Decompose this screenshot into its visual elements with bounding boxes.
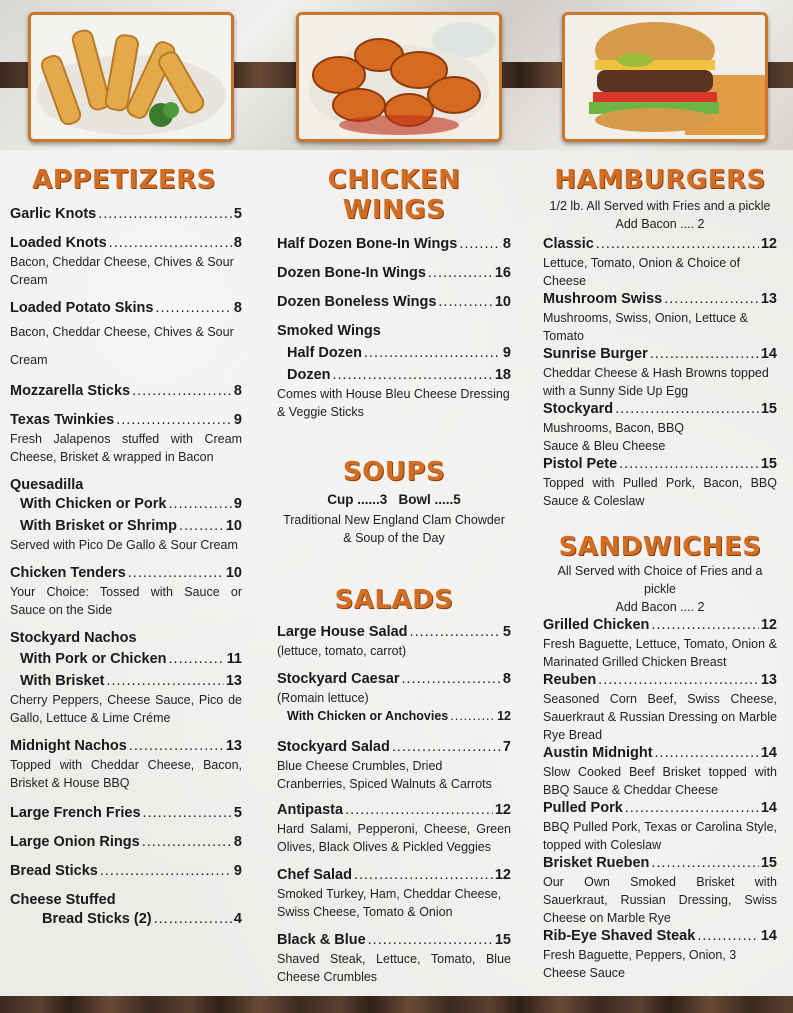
menu-item-garlic-knots [10,205,242,224]
item-description: Mushrooms, Swiss, Onion, Lettuce & Tomato [543,311,748,343]
item-name: Sunrise Burger [543,346,648,362]
item-price: 10 [225,518,242,534]
item-description: BBQ Pulled Pork, Texas or Carolina Style, topped with Coleslaw [543,820,777,852]
item-name: With Chicken or Pork [20,496,167,512]
item-price: 14 [760,346,777,362]
menu-item-large-onion-rings [10,833,242,852]
item-description: Blue Cheese Crumbles, Dried Cranberries, Spiced Walnuts & Carrots [277,759,492,791]
menu-item-midnight-nachos [10,737,242,756]
menu-item-smoked-dozen [277,366,511,385]
item-price: 8 [233,300,242,316]
menu-item-stockyard-salad [277,738,511,757]
menu-item-cheese-stuffed-bread-sticks [10,910,242,929]
item-name: Reuben [543,672,597,688]
middle-column [277,165,511,986]
item-name: Quesadilla [10,477,84,493]
menu-item-quesadilla-brisket-shrimp [10,517,242,536]
wings-title: CHICKEN WINGS [327,165,461,225]
item-price: 9 [233,412,242,428]
item-name: Smoked Wings [277,323,381,339]
hamburger-photo [562,12,768,142]
item-price: 12 [494,802,511,818]
item-name: Austin Midnight [543,745,653,761]
menu-item-caesar-chicken-anchovies [277,707,511,726]
item-description: Topped with Cheddar Cheese, Bacon, Brisket & House BBQ [10,758,242,790]
item-name: Stockyard Caesar [277,671,400,687]
item-description: Fresh Jalapenos stuffed with Cream Cheese, Brisket & wrapped in Bacon [10,432,242,464]
item-description: (Romain lettuce) [277,691,369,705]
item-name: Black & Blue [277,932,366,948]
menu-item-chef-salad [277,866,511,885]
item-description: Slow Cooked Beef Brisket topped with BBQ Sauce & Cheddar Cheese [543,765,777,797]
item-name: Loaded Potato Skins [10,300,154,316]
item-name: Mushroom Swiss [543,291,663,307]
item-price: 12 [760,236,777,252]
soup-sizes [277,491,511,509]
item-price: 12 [494,867,511,883]
appetizers-section [10,165,242,929]
sandwiches-add-bacon: Add Bacon .... 2 [615,600,705,614]
item-description: Seasoned Corn Beef, Swiss Cheese, Sauerkraut & Russian Dressing on Marble Rye Bread [543,692,777,742]
soups-title: SOUPS [342,457,446,487]
menu-item-brisket-rueben [543,854,777,873]
menu-item-quesadilla-chicken-pork [10,495,242,514]
menu-item-classic [543,235,777,254]
menu-item-mushroom-swiss [543,290,777,309]
menu-item-texas-twinkies [10,411,242,430]
item-description: Shaved Steak, Lettuce, Tomato, Blue Cheese Crumbles [277,952,511,984]
salads-title: SALADS [334,585,454,615]
item-name: With Brisket [20,673,105,689]
menu-item-rib-eye-shaved-steak [543,927,777,946]
item-price: 15 [494,932,511,948]
item-name: Bread Sticks [10,863,98,879]
menu-item-black-and-blue [277,931,511,950]
item-name: Texas Twinkies [10,412,115,428]
item-description: Fresh Baguette, Peppers, Onion, 3 Cheese Sauce [543,948,737,980]
item-name: Stockyard [543,401,614,417]
item-price: 15 [760,401,777,417]
wings-note: Comes with House Bleu Cheese Dressing & Veggie Sticks [277,387,510,419]
item-name: Pulled Pork [543,800,623,816]
item-description: Cheddar Cheese & Hash Browns topped with a Sunny Side Up Egg [543,366,769,398]
menu-item-nachos-pork-chicken [10,650,242,669]
item-price: 8 [502,671,511,687]
item-price: 13 [760,672,777,688]
item-name: With Chicken or Anchovies [287,709,449,723]
item-price: 11 [226,651,242,667]
item-name: Chicken Tenders [10,565,126,581]
right-column [543,165,777,982]
menu-item-pistol-pete [543,455,777,474]
item-price: 18 [494,367,511,383]
menu-item-stockyard-caesar [277,670,511,689]
menu-item-chicken-tenders [10,564,242,583]
item-name: Antipasta [277,802,344,818]
sandwiches-subtitle: All Served with Choice of Fries and a pickle [557,564,763,596]
item-price: 4 [233,911,242,927]
item-price: 8 [233,834,242,850]
item-description: Bacon, Cheddar Cheese, Chives & Sour Cream [10,325,234,367]
item-description: Your Choice: Tossed with Sauce or Sauce on the Side [10,585,242,617]
item-description: Topped with Pulled Pork, Bacon, BBQ Sauce & Coleslaw [543,476,777,508]
item-price: 9 [502,345,511,361]
item-price: 12 [760,617,777,633]
item-description: Smoked Turkey, Ham, Cheddar Cheese, Swiss Cheese, Tomato & Onion [277,887,502,919]
menu-item-stockyard-nachos [10,629,242,648]
appetizers-title: APPETIZERS [32,165,216,195]
hamburgers-add-bacon: Add Bacon .... 2 [615,217,705,231]
menu-item-nachos-brisket [10,672,242,691]
item-price: 12 [497,709,511,723]
menu-item-stockyard-burger [543,400,777,419]
item-name: Classic [543,236,594,252]
item-name: Mozzarella Sticks [10,383,131,399]
item-name: Loaded Knots [10,235,107,251]
item-price: 15 [760,456,777,472]
item-name: With Pork or Chicken [20,651,167,667]
item-price: 14 [760,745,777,761]
item-name: Stockyard Nachos [10,630,137,646]
item-price: 7 [502,739,511,755]
menu-item-smoked-half-dozen [277,344,511,363]
hamburgers-title: HAMBURGERS [554,165,766,195]
item-description: Cherry Peppers, Cheese Sauce, Pico de Gallo, Lettuce & Lime Créme [10,693,242,725]
menu-item-dozen-boneless-wings [277,293,511,312]
item-name: Half Dozen [287,345,362,361]
item-name: Pistol Pete [543,456,618,472]
item-price: 15 [760,855,777,871]
soup-bowl: Bowl .....5 [398,492,461,507]
item-price: 9 [233,863,242,879]
item-price: 5 [502,624,511,640]
menu-item-bread-sticks [10,862,242,881]
menu-item-half-dozen-wings [277,235,511,254]
item-price: 13 [225,738,242,754]
item-price: 8 [233,235,242,251]
menu-item-mozzarella-sticks [10,382,242,401]
item-name: Grilled Chicken [543,617,650,633]
menu-item-reuben [543,671,777,690]
sandwiches-title: SANDWICHES [558,532,762,562]
item-name: Half Dozen Bone-In Wings [277,236,458,252]
menu-item-sunrise-burger [543,345,777,364]
item-name: Dozen Bone-In Wings [277,265,426,281]
item-name: Garlic Knots [10,206,97,222]
item-name: Dozen [287,367,331,383]
item-name: Brisket Rueben [543,855,650,871]
item-price: 10 [225,565,242,581]
menu-item-large-french-fries [10,804,242,823]
item-price: 5 [233,206,242,222]
item-name: Large Onion Rings [10,834,140,850]
item-price: 14 [760,928,777,944]
soup-cup: Cup ......3 [327,492,388,507]
item-price: 13 [225,673,242,689]
menu-item-dozen-wings [277,264,511,283]
hamburgers-subtitle: 1/2 lb. All Served with Fries and a pickle [549,199,771,213]
menu-item-antipasta [277,801,511,820]
item-name: Stockyard Salad [277,739,390,755]
menu-item-large-house-salad [277,623,511,642]
item-price: 13 [760,291,777,307]
item-name: Chef Salad [277,867,352,883]
item-price: 8 [502,236,511,252]
menu-item-loaded-potato-skins [10,299,242,318]
wood-strip-bottom [0,996,793,1013]
item-description: Bacon, Cheddar Cheese, Chives & Sour Cream [10,255,234,287]
item-name: Large House Salad [277,624,408,640]
mozzarella-sticks-photo [28,12,234,142]
item-description: Our Own Smoked Brisket with Sauerkraut, Russian Dressing, Swiss Cheese on Marble Rye [543,875,777,925]
item-name: With Brisket or Shrimp [20,518,177,534]
item-name: Cheese Stuffed [10,892,116,908]
item-price: 14 [760,800,777,816]
menu-item-quesadilla [10,476,242,495]
menu-item-cheese-stuffed [10,891,242,910]
item-description: Hard Salami, Pepperoni, Cheese, Green Olives, Black Olives & Pickled Veggies [277,822,511,854]
item-description: Fresh Baguette, Lettuce, Tomato, Onion & Marinated Grilled Chicken Breast [543,637,777,669]
chicken-wings-photo [296,12,502,142]
menu-item-pulled-pork [543,799,777,818]
item-price: 16 [494,265,511,281]
item-description: (lettuce, tomato, carrot) [277,644,407,658]
item-description: Served with Pico De Gallo & Sour Cream [10,538,238,552]
item-description: Mushrooms, Bacon, BBQ Sauce & Bleu Cheese [543,421,685,453]
item-price: 5 [233,805,242,821]
menu-item-loaded-knots [10,234,242,253]
menu-item-grilled-chicken [543,616,777,635]
item-name: Rib-Eye Shaved Steak [543,928,696,944]
item-name: Dozen Boneless Wings [277,294,437,310]
menu-item-austin-midnight [543,744,777,763]
item-name: Midnight Nachos [10,738,127,754]
item-price: 8 [233,383,242,399]
item-price: 10 [494,294,511,310]
item-name: Bread Sticks (2) [42,911,152,927]
menu-item-smoked-wings [277,322,511,341]
item-name: Large French Fries [10,805,141,821]
soups-description: Traditional New England Clam Chowder & Soup of the Day [283,513,505,545]
item-description: Lettuce, Tomato, Onion & Choice of Cheese [543,256,741,288]
item-price: 9 [233,496,242,512]
